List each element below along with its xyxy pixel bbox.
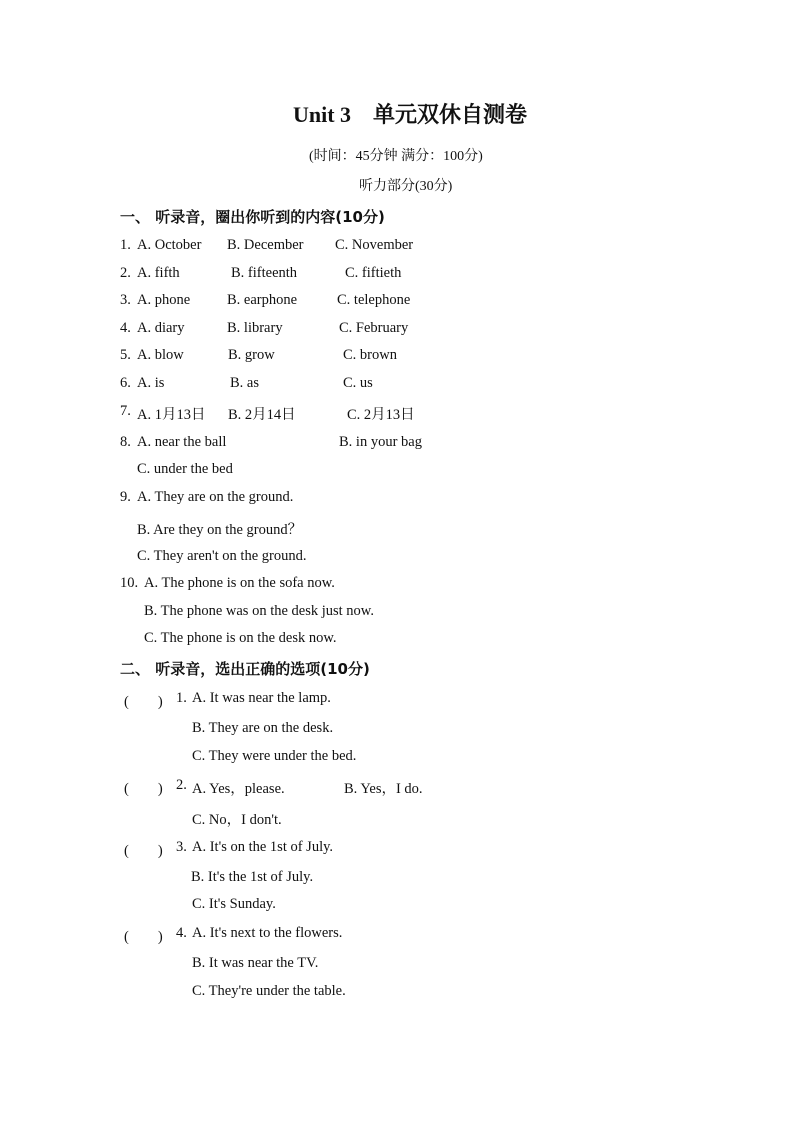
s1-q7-option-c: C. 2月13日	[347, 407, 415, 423]
s1-q4-num: 4.	[120, 320, 131, 336]
s1-q3-option-c: C. telephone	[337, 292, 411, 308]
page-title: Unit 3 单元双休自测卷	[293, 102, 528, 127]
s2-q3-option-c: C. It's Sunday.	[192, 896, 276, 912]
s2-q2-num: 2.	[176, 777, 187, 793]
s2-q3-option-a: A. It's on the 1st of July.	[192, 839, 334, 855]
s1-q9-option-b: B. Are they on the ground？	[137, 522, 303, 538]
s2-q2-option-c: C. No，I don't.	[192, 812, 282, 828]
s1-q1-option-b: B. December	[227, 237, 304, 253]
s2-q4-option-b: B. It was near the TV.	[192, 955, 319, 971]
s1-q8-option-a: A. near the ball	[137, 434, 227, 450]
s1-q6-num: 6.	[120, 375, 131, 391]
s1-q3-option-a: A. phone	[137, 292, 191, 308]
s1-q8-num: 8.	[120, 434, 131, 450]
s2-q1-option-b: B. They are on the desk.	[192, 720, 334, 736]
s1-q6-option-b: B. as	[230, 375, 259, 391]
s1-q9-option-a: A. They are on the ground.	[137, 489, 294, 505]
s1-q2-num: 2.	[120, 265, 131, 281]
s1-q6-option-a: A. is	[137, 375, 165, 391]
s1-q7-option-a: A. 1月13日	[137, 407, 206, 423]
s1-q3-option-b: B. earphone	[227, 292, 298, 308]
s1-q5-option-c: C. brown	[343, 347, 397, 363]
exam-meta: (时间：45分钟 满分：100分)	[309, 149, 483, 164]
s2-q2-option-b: B. Yes，I do.	[344, 781, 423, 797]
s1-q5-num: 5.	[120, 347, 131, 363]
s1-q4-option-c: C. February	[339, 320, 409, 336]
s2-q4-num: 4.	[176, 925, 187, 941]
s2-q2-answer-blank[interactable]: ( )	[124, 781, 163, 797]
s1-q5-option-a: A. blow	[137, 347, 184, 363]
s1-q1-num: 1.	[120, 237, 131, 253]
s2-q3-answer-blank[interactable]: ( )	[124, 843, 163, 859]
s2-q3-num: 3.	[176, 839, 187, 855]
s1-q4-option-b: B. library	[227, 320, 283, 336]
section-1-heading: 一、 听录音，圈出你听到的内容(10分)	[120, 208, 385, 226]
s2-q4-option-c: C. They're under the table.	[192, 983, 346, 999]
s1-q10-option-a: A. The phone is on the sofa now.	[144, 575, 335, 591]
part-label: 听力部分(30分)	[359, 179, 453, 194]
section-2-heading: 二、 听录音，选出正确的选项(10分)	[120, 660, 370, 678]
s1-q2-option-c: C. fiftieth	[345, 265, 402, 281]
s1-q10-option-c: C. The phone is on the desk now.	[144, 630, 337, 646]
s2-q1-answer-blank[interactable]: ( )	[124, 694, 163, 710]
s2-q4-answer-blank[interactable]: ( )	[124, 929, 163, 945]
s1-q1-option-c: C. November	[335, 237, 414, 253]
s1-q7-num: 7.	[120, 403, 131, 419]
s2-q1-num: 1.	[176, 690, 187, 706]
s1-q2-option-a: A. fifth	[137, 265, 180, 281]
s1-q8-option-c: C. under the bed	[137, 461, 233, 477]
s1-q3-num: 3.	[120, 292, 131, 308]
s1-q6-option-c: C. us	[343, 375, 373, 391]
s1-q10-num: 10.	[120, 575, 139, 591]
s2-q2-option-a: A. Yes，please.	[192, 781, 285, 797]
s1-q2-option-b: B. fifteenth	[231, 265, 298, 281]
s1-q9-num: 9.	[120, 489, 131, 505]
s2-q4-option-a: A. It's next to the flowers.	[192, 925, 343, 941]
s2-q3-option-b: B. It's the 1st of July.	[191, 869, 314, 885]
s1-q4-option-a: A. diary	[137, 320, 185, 336]
s1-q10-option-b: B. The phone was on the desk just now.	[144, 603, 374, 619]
s1-q7-option-b: B. 2月14日	[228, 407, 296, 423]
s1-q5-option-b: B. grow	[228, 347, 275, 363]
s1-q1-option-a: A. October	[137, 237, 202, 253]
s1-q8-option-b: B. in your bag	[339, 434, 422, 450]
s1-q9-option-c: C. They aren't on the ground.	[137, 548, 307, 564]
s2-q1-option-c: C. They were under the bed.	[192, 748, 357, 764]
s2-q1-option-a: A. It was near the lamp.	[192, 690, 331, 706]
